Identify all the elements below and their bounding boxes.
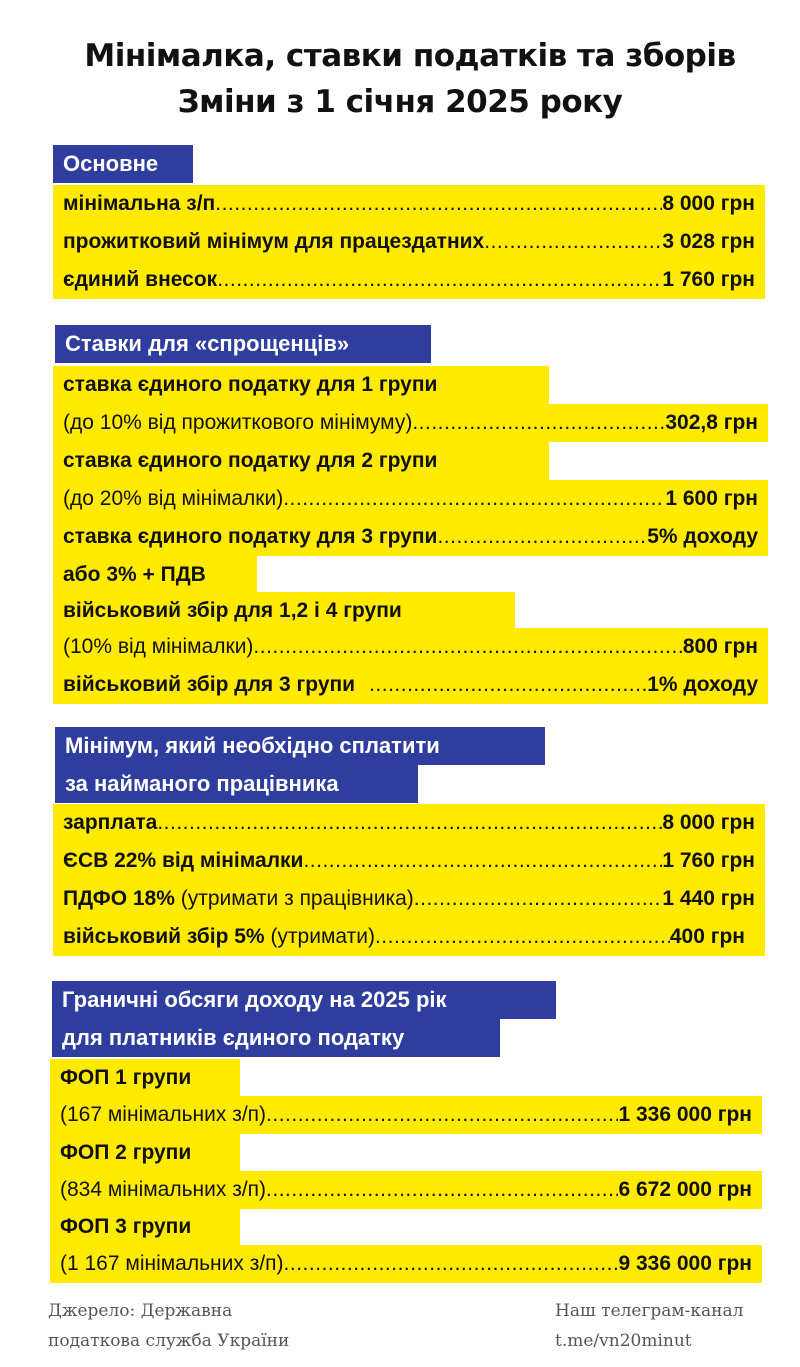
row-value: 400 грн xyxy=(669,925,745,948)
row-label: або 3% + ПДВ xyxy=(63,563,206,586)
row-label-bold: ПДФО 18% xyxy=(63,887,175,910)
page-subtitle: Зміни з 1 січня 2025 року xyxy=(177,84,623,120)
section-header-simplified: Ставки для «спрощенців» xyxy=(55,325,431,363)
leader-dots xyxy=(253,628,682,666)
row-label-note: (утримати) xyxy=(264,925,375,948)
limits-row-fop2 xyxy=(50,1134,240,1172)
row-label: (до 20% від мінімалки) xyxy=(63,487,284,510)
simplified-row-group1 xyxy=(53,366,549,404)
row-label: ставка єдиного податку для 2 групи xyxy=(63,449,438,472)
telegram-note xyxy=(555,1296,743,1356)
leader-dots xyxy=(266,1171,618,1209)
leader-dots xyxy=(484,223,662,261)
row-value: 8 000 грн xyxy=(662,811,755,834)
row-label xyxy=(63,880,414,918)
simplified-row-group2-rate xyxy=(53,480,768,518)
row-label: зарплата xyxy=(63,811,158,834)
row-value: 1 600 грн xyxy=(665,487,758,510)
leader-dots xyxy=(414,880,663,918)
employee-row-military xyxy=(53,918,765,956)
simplified-row-group3-vat xyxy=(53,556,257,594)
leader-dots xyxy=(266,1096,618,1134)
row-label: ФОП 1 групи xyxy=(60,1066,192,1089)
employee-row-salary xyxy=(53,804,765,842)
row-value: 302,8 грн xyxy=(665,411,758,434)
row-value: 9 336 000 грн xyxy=(618,1252,752,1275)
simplified-row-military-124-rate xyxy=(53,628,768,666)
section-header-employee-line1: Мінімум, який необхідно сплатити xyxy=(55,727,545,765)
basic-row-esv xyxy=(53,261,765,299)
page-title: Мінімалка, ставки податків та зборів xyxy=(84,38,736,74)
row-label: (до 10% від прожиткового мінімуму) xyxy=(63,411,413,434)
employee-row-pdfo xyxy=(53,880,765,918)
row-label-bold: військовий збір 5% xyxy=(63,925,265,948)
simplified-row-group3 xyxy=(53,518,768,556)
leader-dots xyxy=(437,518,647,556)
row-value: 5% доходу xyxy=(647,525,758,548)
leader-dots xyxy=(284,1245,619,1283)
leader-dots xyxy=(412,404,665,442)
row-label-note: (утримати з працівника) xyxy=(174,887,414,910)
row-value: 800 грн xyxy=(682,635,758,658)
row-value: 1 440 грн xyxy=(662,887,755,910)
limits-row-fop3-value xyxy=(50,1245,762,1283)
row-label: ФОП 2 групи xyxy=(60,1141,192,1164)
leader-dots xyxy=(217,261,662,299)
row-label: (10% від мінімалки) xyxy=(63,635,254,658)
source-line2: податкова служба України xyxy=(48,1331,290,1351)
row-value: 8 000 грн xyxy=(662,192,755,215)
section-header-basic: Основне xyxy=(53,145,193,183)
telegram-link[interactable]: t.me/vn20minut xyxy=(555,1331,692,1351)
section-header-employee-line2: за найманого працівника xyxy=(55,765,418,803)
row-label: (167 мінімальних з/п) xyxy=(60,1103,267,1126)
row-label: (1 167 мінімальних з/п) xyxy=(60,1252,284,1275)
row-label: єдиний внесок xyxy=(63,268,218,291)
leader-dots xyxy=(375,918,670,956)
leader-dots xyxy=(283,480,665,518)
section-header-limits-line1: Граничні обсяги доходу на 2025 рік xyxy=(52,981,556,1019)
row-label xyxy=(63,918,375,956)
row-label: військовий збір для 3 групи xyxy=(63,673,356,696)
row-value: 1% доходу xyxy=(647,673,758,696)
leader-dots xyxy=(215,185,662,223)
row-label: (834 мінімальних з/п) xyxy=(60,1178,267,1201)
row-label: ЄСВ 22% від мінімалки xyxy=(63,849,304,872)
row-label: мінімальна з/п xyxy=(63,192,216,215)
row-value: 1 760 грн xyxy=(662,268,755,291)
row-value: 6 672 000 грн xyxy=(618,1178,752,1201)
limits-row-fop2-value xyxy=(50,1171,762,1209)
source-note xyxy=(48,1296,289,1356)
row-label: ФОП 3 групи xyxy=(60,1215,192,1238)
leader-dots xyxy=(303,842,662,880)
row-label: прожитковий мінімум для працездатних xyxy=(63,230,485,253)
simplified-row-group2 xyxy=(53,442,549,480)
row-label: ставка єдиного податку для 3 групи xyxy=(63,525,438,548)
simplified-row-military-3 xyxy=(53,666,768,704)
row-label: ставка єдиного податку для 1 групи xyxy=(63,373,438,396)
row-value: 1 336 000 грн xyxy=(618,1103,752,1126)
row-value: 1 760 грн xyxy=(662,849,755,872)
limits-row-fop3 xyxy=(50,1208,240,1246)
row-label: військовий збір для 1,2 і 4 групи xyxy=(63,599,402,622)
simplified-row-military-124 xyxy=(53,592,515,630)
simplified-row-group1-rate xyxy=(53,404,768,442)
leader-dots xyxy=(355,666,647,704)
section-header-limits-line2: для платників єдиного податку xyxy=(52,1019,500,1057)
leader-dots xyxy=(157,804,662,842)
limits-row-fop1-value xyxy=(50,1096,762,1134)
basic-row-min-wage xyxy=(53,185,765,223)
telegram-line1: Наш телеграм-канал xyxy=(555,1301,744,1321)
source-line1: Джерело: Державна xyxy=(48,1301,233,1321)
employee-row-esv xyxy=(53,842,765,880)
row-value: 3 028 грн xyxy=(662,230,755,253)
limits-row-fop1 xyxy=(50,1059,240,1097)
basic-row-subsistence xyxy=(53,223,765,261)
